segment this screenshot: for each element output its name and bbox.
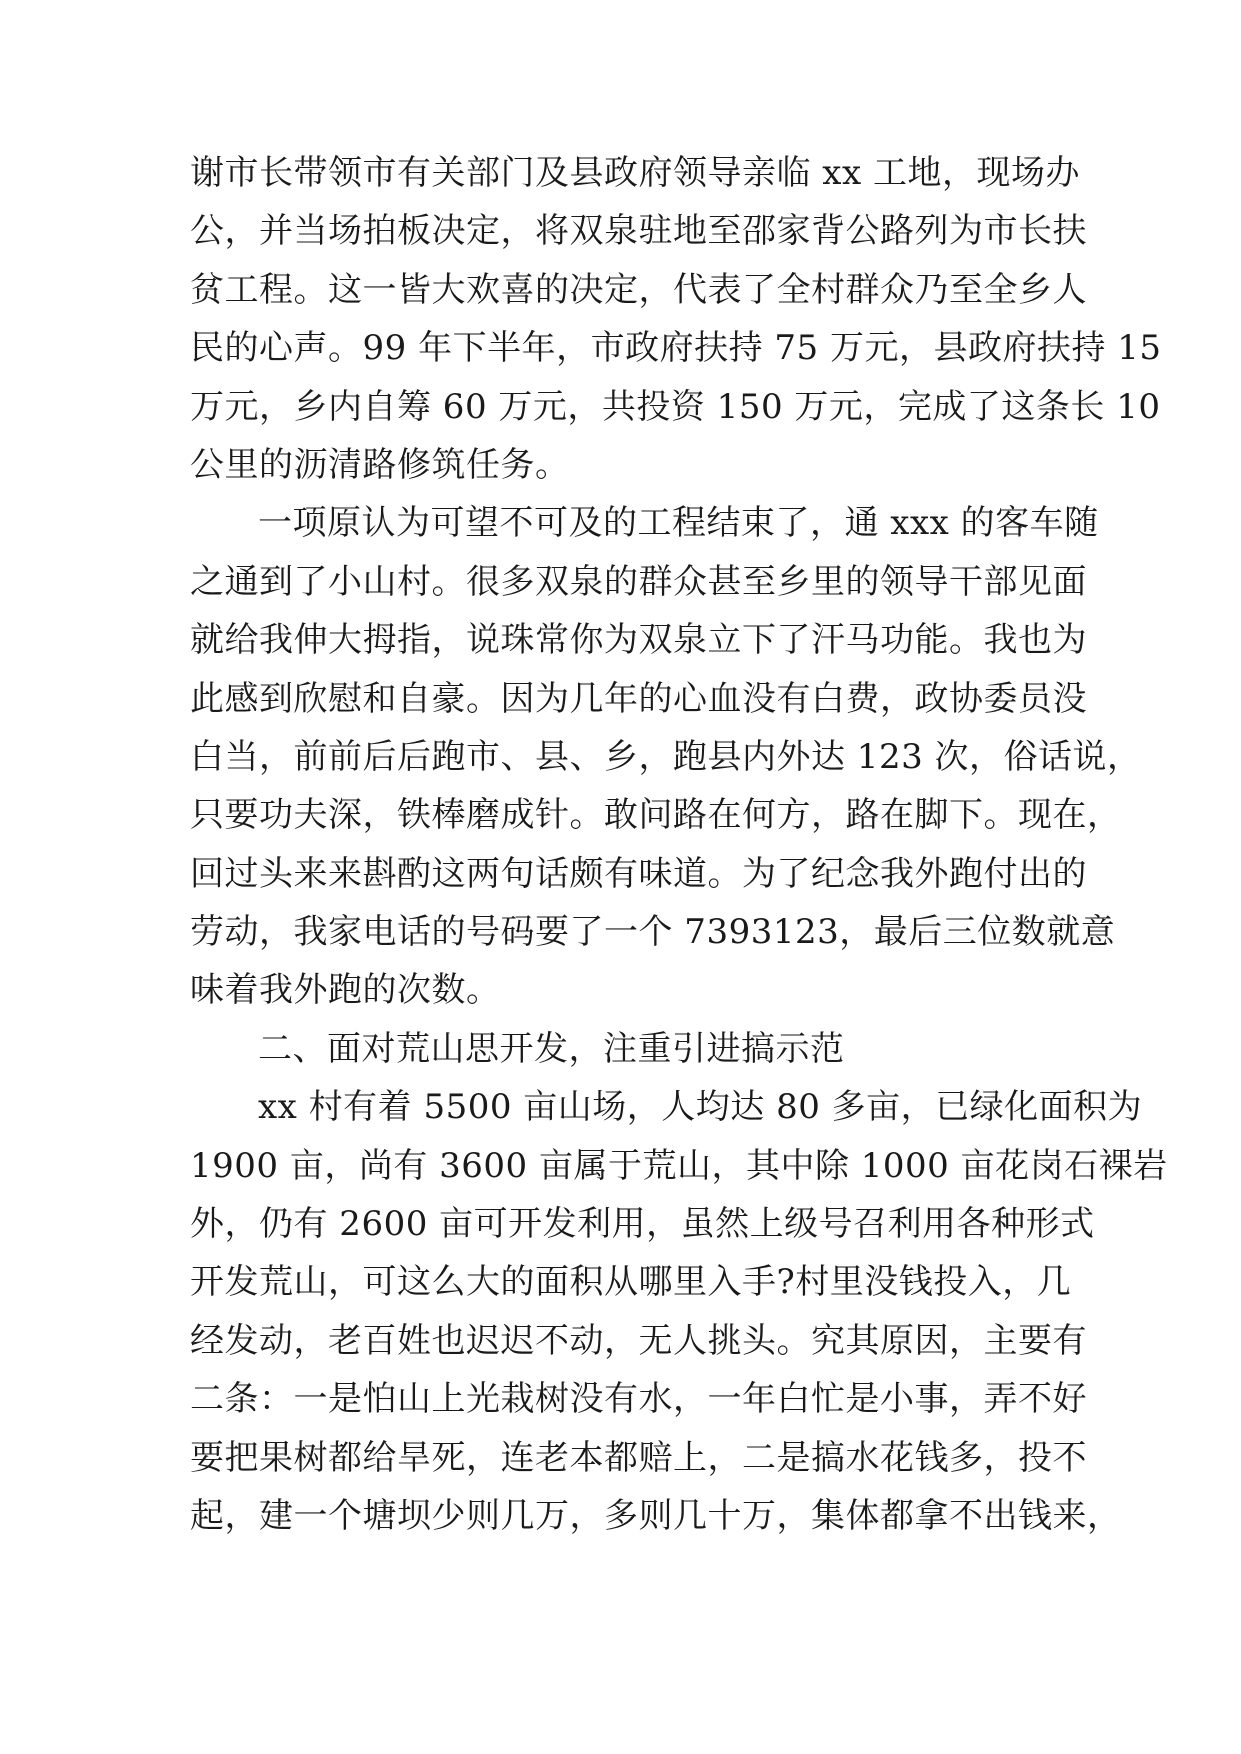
text-line: 味着我外跑的次数。: [190, 970, 501, 1011]
body-text: [190, 144, 1168, 1545]
text-line: 谢市长带领市有关部门及县政府领导亲临 xx 工地，现场办: [190, 153, 1080, 193]
text-line: 之通到了小山村。很多双泉的群众甚至乡里的领导干部见面: [190, 561, 1087, 602]
text-line: 起，建一个塘坝少则几万，多则几十万，集体都拿不出钱来，: [190, 1495, 1122, 1536]
text-line: 公里的沥清路修筑任务。: [190, 444, 570, 485]
text-line: 外，仍有 2600 亩可开发利用，虽然上级号召利用各种形式: [190, 1204, 1095, 1245]
text-line: 万元，乡内自筹 60 万元，共投资 150 万元，完成了这条长 10: [190, 386, 1161, 427]
text-line: 白当，前前后后跑市、县、乡，跑县内外达 123 次，俗话说，: [190, 736, 1142, 777]
text-line: 回过头来来斟酌这两句话颇有味道。为了纪念我外跑付出的: [190, 853, 1087, 894]
text-line: 二条：一是怕山上光栽树没有水，一年白忙是小事，弄不好: [190, 1379, 1087, 1420]
text-line: 民的心声。99 年下半年，市政府扶持 75 万元，县政府扶持 15: [190, 328, 1162, 369]
text-line: 就给我伸大拇指，说珠常你为双泉立下了汗马功能。我也为: [190, 620, 1087, 661]
text-line: 经发动，老百姓也迟迟不动，无人挑头。究其原因，主要有: [190, 1320, 1087, 1361]
text-line: 开发荒山，可这么大的面积从哪里入手?村里没钱投入，几: [190, 1262, 1072, 1303]
text-line: 贫工程。这一皆大欢喜的决定，代表了全村群众乃至全乡人: [190, 269, 1087, 310]
text-line: 劳动，我家电话的号码要了一个 7393123，最后三位数就意: [190, 912, 1116, 953]
section-heading: 二、面对荒山思开发，注重引进搞示范: [258, 1028, 845, 1069]
text-line: 要把果树都给旱死，连老本都赔上，二是搞水花钱多，投不: [190, 1437, 1087, 1478]
text-line: 公，并当场拍板决定，将双泉驻地至邵家背公路列为市长扶: [190, 211, 1087, 252]
text-line: 只要功夫深，铁棒磨成针。敢问路在何方，路在脚下。现在，: [190, 795, 1122, 836]
text-line: 1900 亩，尚有 3600 亩属于荒山，其中除 1000 亩花岗石裸岩: [190, 1145, 1168, 1186]
text-line: 此感到欣慰和自豪。因为几年的心血没有白费，政协委员没: [190, 678, 1087, 719]
paragraph-first-line: xx 村有着 5500 亩山场，人均达 80 多亩，已绿化面积为: [258, 1087, 1143, 1128]
paragraph-first-line: 一项原认为可望不可及的工程结束了，通 xxx 的客车随: [258, 503, 1099, 544]
